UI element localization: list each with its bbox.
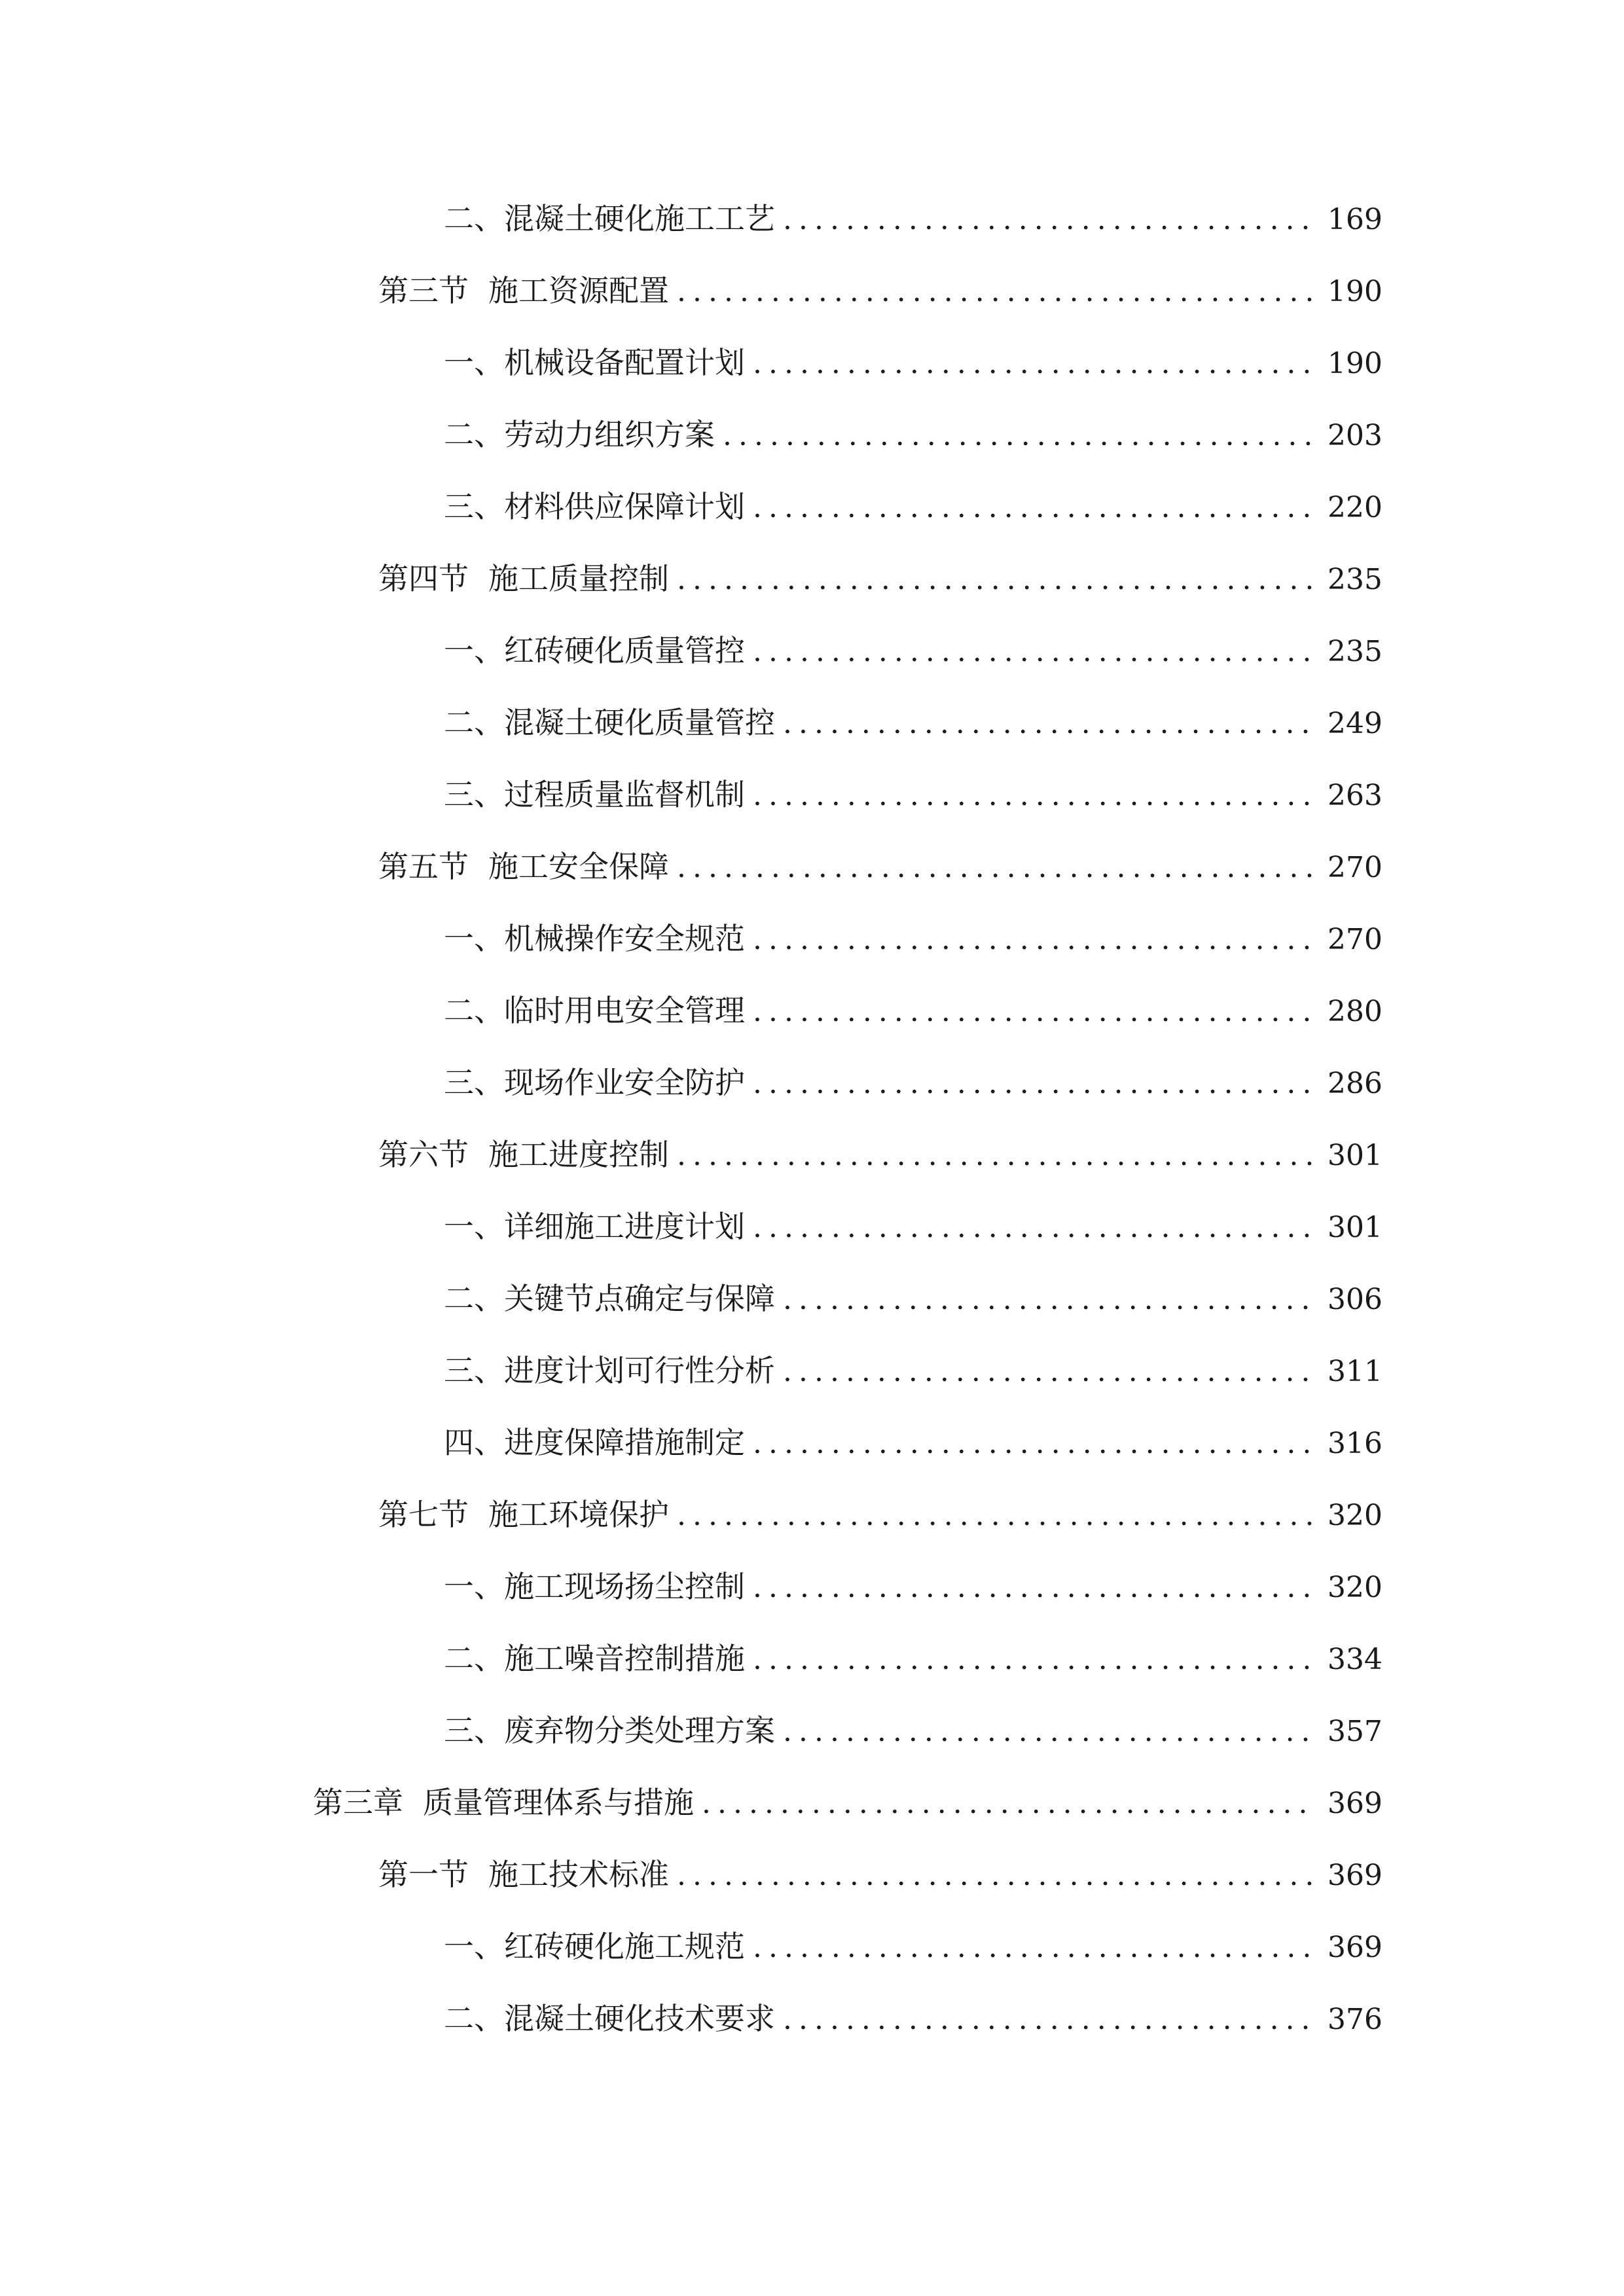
dot-leader — [677, 554, 1313, 606]
entry-number: 四、 — [444, 1425, 504, 1460]
dot-leader — [753, 1202, 1313, 1254]
entry-page-number: 203 — [1327, 419, 1382, 452]
dot-leader — [753, 914, 1313, 966]
entry-page-number: 357 — [1327, 1715, 1382, 1748]
dot-leader — [677, 842, 1313, 894]
entry-title: 机械设备配置计划 — [504, 345, 745, 380]
entry-title: 施工安全保障 — [488, 849, 669, 884]
toc-entry[interactable] — [444, 480, 1382, 533]
entry-number: 一、 — [444, 633, 504, 668]
entry-number: 第一节 — [378, 1857, 469, 1892]
entry-number: 第六节 — [378, 1137, 469, 1172]
dot-leader — [723, 410, 1313, 462]
entry-title: 施工进度控制 — [488, 1137, 669, 1172]
entry-page-number: 280 — [1327, 995, 1382, 1028]
entry-title: 过程质量监督机制 — [504, 777, 745, 812]
entry-title: 施工质量控制 — [488, 561, 669, 596]
entry-number: 三、 — [444, 489, 504, 524]
entry-page-number: 169 — [1327, 203, 1382, 236]
toc-entry[interactable] — [444, 408, 1382, 461]
entry-number: 二、 — [444, 201, 504, 236]
entry-number: 第三节 — [378, 273, 469, 308]
dot-leader — [677, 1490, 1313, 1542]
entry-number: 一、 — [444, 1929, 504, 1964]
entry-number: 三、 — [444, 1353, 504, 1388]
dot-leader — [753, 986, 1313, 1038]
entry-number: 一、 — [444, 1569, 504, 1604]
entry-title: 施工资源配置 — [488, 273, 669, 308]
entry-title: 施工现场扬尘控制 — [504, 1569, 745, 1604]
entry-number: 三、 — [444, 777, 504, 812]
toc-entry[interactable] — [444, 912, 1382, 965]
toc-entry[interactable] — [444, 1992, 1382, 2045]
dot-leader — [783, 1706, 1313, 1758]
entry-title: 施工噪音控制措施 — [504, 1641, 745, 1676]
entry-title: 施工技术标准 — [488, 1857, 669, 1892]
entry-title: 临时用电安全管理 — [504, 993, 745, 1028]
entry-title: 混凝土硬化施工工艺 — [504, 201, 775, 236]
entry-number: 一、 — [444, 345, 504, 380]
entry-number: 一、 — [444, 1209, 504, 1244]
entry-number: 第三章 — [313, 1785, 403, 1820]
entry-title: 现场作业安全防护 — [504, 1065, 745, 1100]
toc-entry[interactable] — [444, 1056, 1382, 1109]
entry-page-number: 301 — [1327, 1211, 1382, 1244]
toc-entry[interactable] — [444, 624, 1382, 677]
entry-title: 材料供应保障计划 — [504, 489, 745, 524]
entry-number: 二、 — [444, 1641, 504, 1676]
entry-title: 劳动力组织方案 — [504, 417, 715, 452]
toc-entry[interactable] — [444, 1704, 1382, 1757]
entry-title: 关键节点确定与保障 — [504, 1281, 775, 1316]
entry-page-number: 270 — [1327, 923, 1382, 956]
entry-page-number: 316 — [1327, 1427, 1382, 1460]
entry-page-number: 369 — [1327, 1787, 1382, 1820]
entry-page-number: 320 — [1327, 1571, 1382, 1604]
toc-entry[interactable] — [378, 1848, 1382, 1901]
entry-number: 二、 — [444, 1281, 504, 1316]
dot-leader — [753, 1562, 1313, 1614]
toc-entry[interactable] — [313, 1776, 1382, 1829]
entry-title: 详细施工进度计划 — [504, 1209, 745, 1244]
dot-leader — [783, 194, 1313, 246]
dot-leader — [783, 1994, 1313, 2046]
entry-page-number: 190 — [1327, 347, 1382, 380]
entry-number: 二、 — [444, 993, 504, 1028]
dot-leader — [783, 698, 1313, 750]
toc-entry[interactable] — [378, 552, 1382, 605]
entry-number: 二、 — [444, 2001, 504, 2036]
entry-page-number: 286 — [1327, 1067, 1382, 1100]
dot-leader — [702, 1778, 1313, 1830]
toc-entry[interactable] — [444, 192, 1382, 245]
entry-page-number: 311 — [1327, 1355, 1382, 1388]
entry-page-number: 270 — [1327, 851, 1382, 884]
toc-entry[interactable] — [444, 1416, 1382, 1469]
entry-title: 机械操作安全规范 — [504, 921, 745, 956]
entry-number: 第五节 — [378, 849, 469, 884]
entry-page-number: 301 — [1327, 1139, 1382, 1172]
entry-number: 第四节 — [378, 561, 469, 596]
toc-entry[interactable] — [444, 1344, 1382, 1397]
dot-leader — [753, 770, 1313, 822]
entry-page-number: 190 — [1327, 275, 1382, 308]
entry-page-number: 376 — [1327, 2003, 1382, 2036]
entry-page-number: 249 — [1327, 707, 1382, 740]
toc-entry[interactable] — [444, 1200, 1382, 1253]
dot-leader — [753, 338, 1313, 390]
dot-leader — [753, 482, 1313, 534]
entry-page-number: 235 — [1327, 563, 1382, 596]
toc-entry[interactable] — [444, 1560, 1382, 1613]
toc-entry[interactable] — [378, 1128, 1382, 1181]
entry-number: 二、 — [444, 417, 504, 452]
entry-page-number: 369 — [1327, 1931, 1382, 1964]
dot-leader — [753, 1634, 1313, 1686]
dot-leader — [677, 1130, 1313, 1182]
entry-title: 红砖硬化施工规范 — [504, 1929, 745, 1964]
entry-number: 三、 — [444, 1713, 504, 1748]
entry-title: 进度保障措施制定 — [504, 1425, 745, 1460]
entry-page-number: 263 — [1327, 779, 1382, 812]
entry-title: 红砖硬化质量管控 — [504, 633, 745, 668]
entry-page-number: 306 — [1327, 1283, 1382, 1316]
dot-leader — [783, 1346, 1313, 1398]
entry-page-number: 235 — [1327, 635, 1382, 668]
entry-title: 质量管理体系与措施 — [423, 1785, 694, 1820]
entry-title: 混凝土硬化质量管控 — [504, 705, 775, 740]
toc-entry[interactable] — [378, 840, 1382, 893]
entry-page-number: 320 — [1327, 1499, 1382, 1532]
toc-entry[interactable] — [444, 984, 1382, 1037]
toc-entry[interactable] — [444, 1920, 1382, 1973]
entry-page-number: 220 — [1327, 491, 1382, 524]
entry-number: 三、 — [444, 1065, 504, 1100]
dot-leader — [753, 1418, 1313, 1470]
toc-entry[interactable] — [444, 696, 1382, 749]
dot-leader — [783, 1274, 1313, 1326]
entry-title: 进度计划可行性分析 — [504, 1353, 775, 1388]
toc-entry[interactable] — [444, 1632, 1382, 1685]
entry-page-number: 334 — [1327, 1643, 1382, 1676]
dot-leader — [677, 266, 1313, 318]
dot-leader — [677, 1850, 1313, 1902]
entry-title: 废弃物分类处理方案 — [504, 1713, 775, 1748]
dot-leader — [753, 626, 1313, 678]
dot-leader — [753, 1058, 1313, 1110]
toc-entry[interactable] — [444, 1272, 1382, 1325]
toc-entry[interactable] — [378, 1488, 1382, 1541]
dot-leader — [753, 1922, 1313, 1974]
entry-page-number: 369 — [1327, 1859, 1382, 1892]
toc-entry[interactable] — [444, 768, 1382, 821]
entry-title: 施工环境保护 — [488, 1497, 669, 1532]
toc-entry[interactable] — [378, 264, 1382, 317]
entry-number: 第七节 — [378, 1497, 469, 1532]
toc-entry[interactable] — [444, 336, 1382, 389]
entry-number: 二、 — [444, 705, 504, 740]
entry-title: 混凝土硬化技术要求 — [504, 2001, 775, 2036]
entry-number: 一、 — [444, 921, 504, 956]
